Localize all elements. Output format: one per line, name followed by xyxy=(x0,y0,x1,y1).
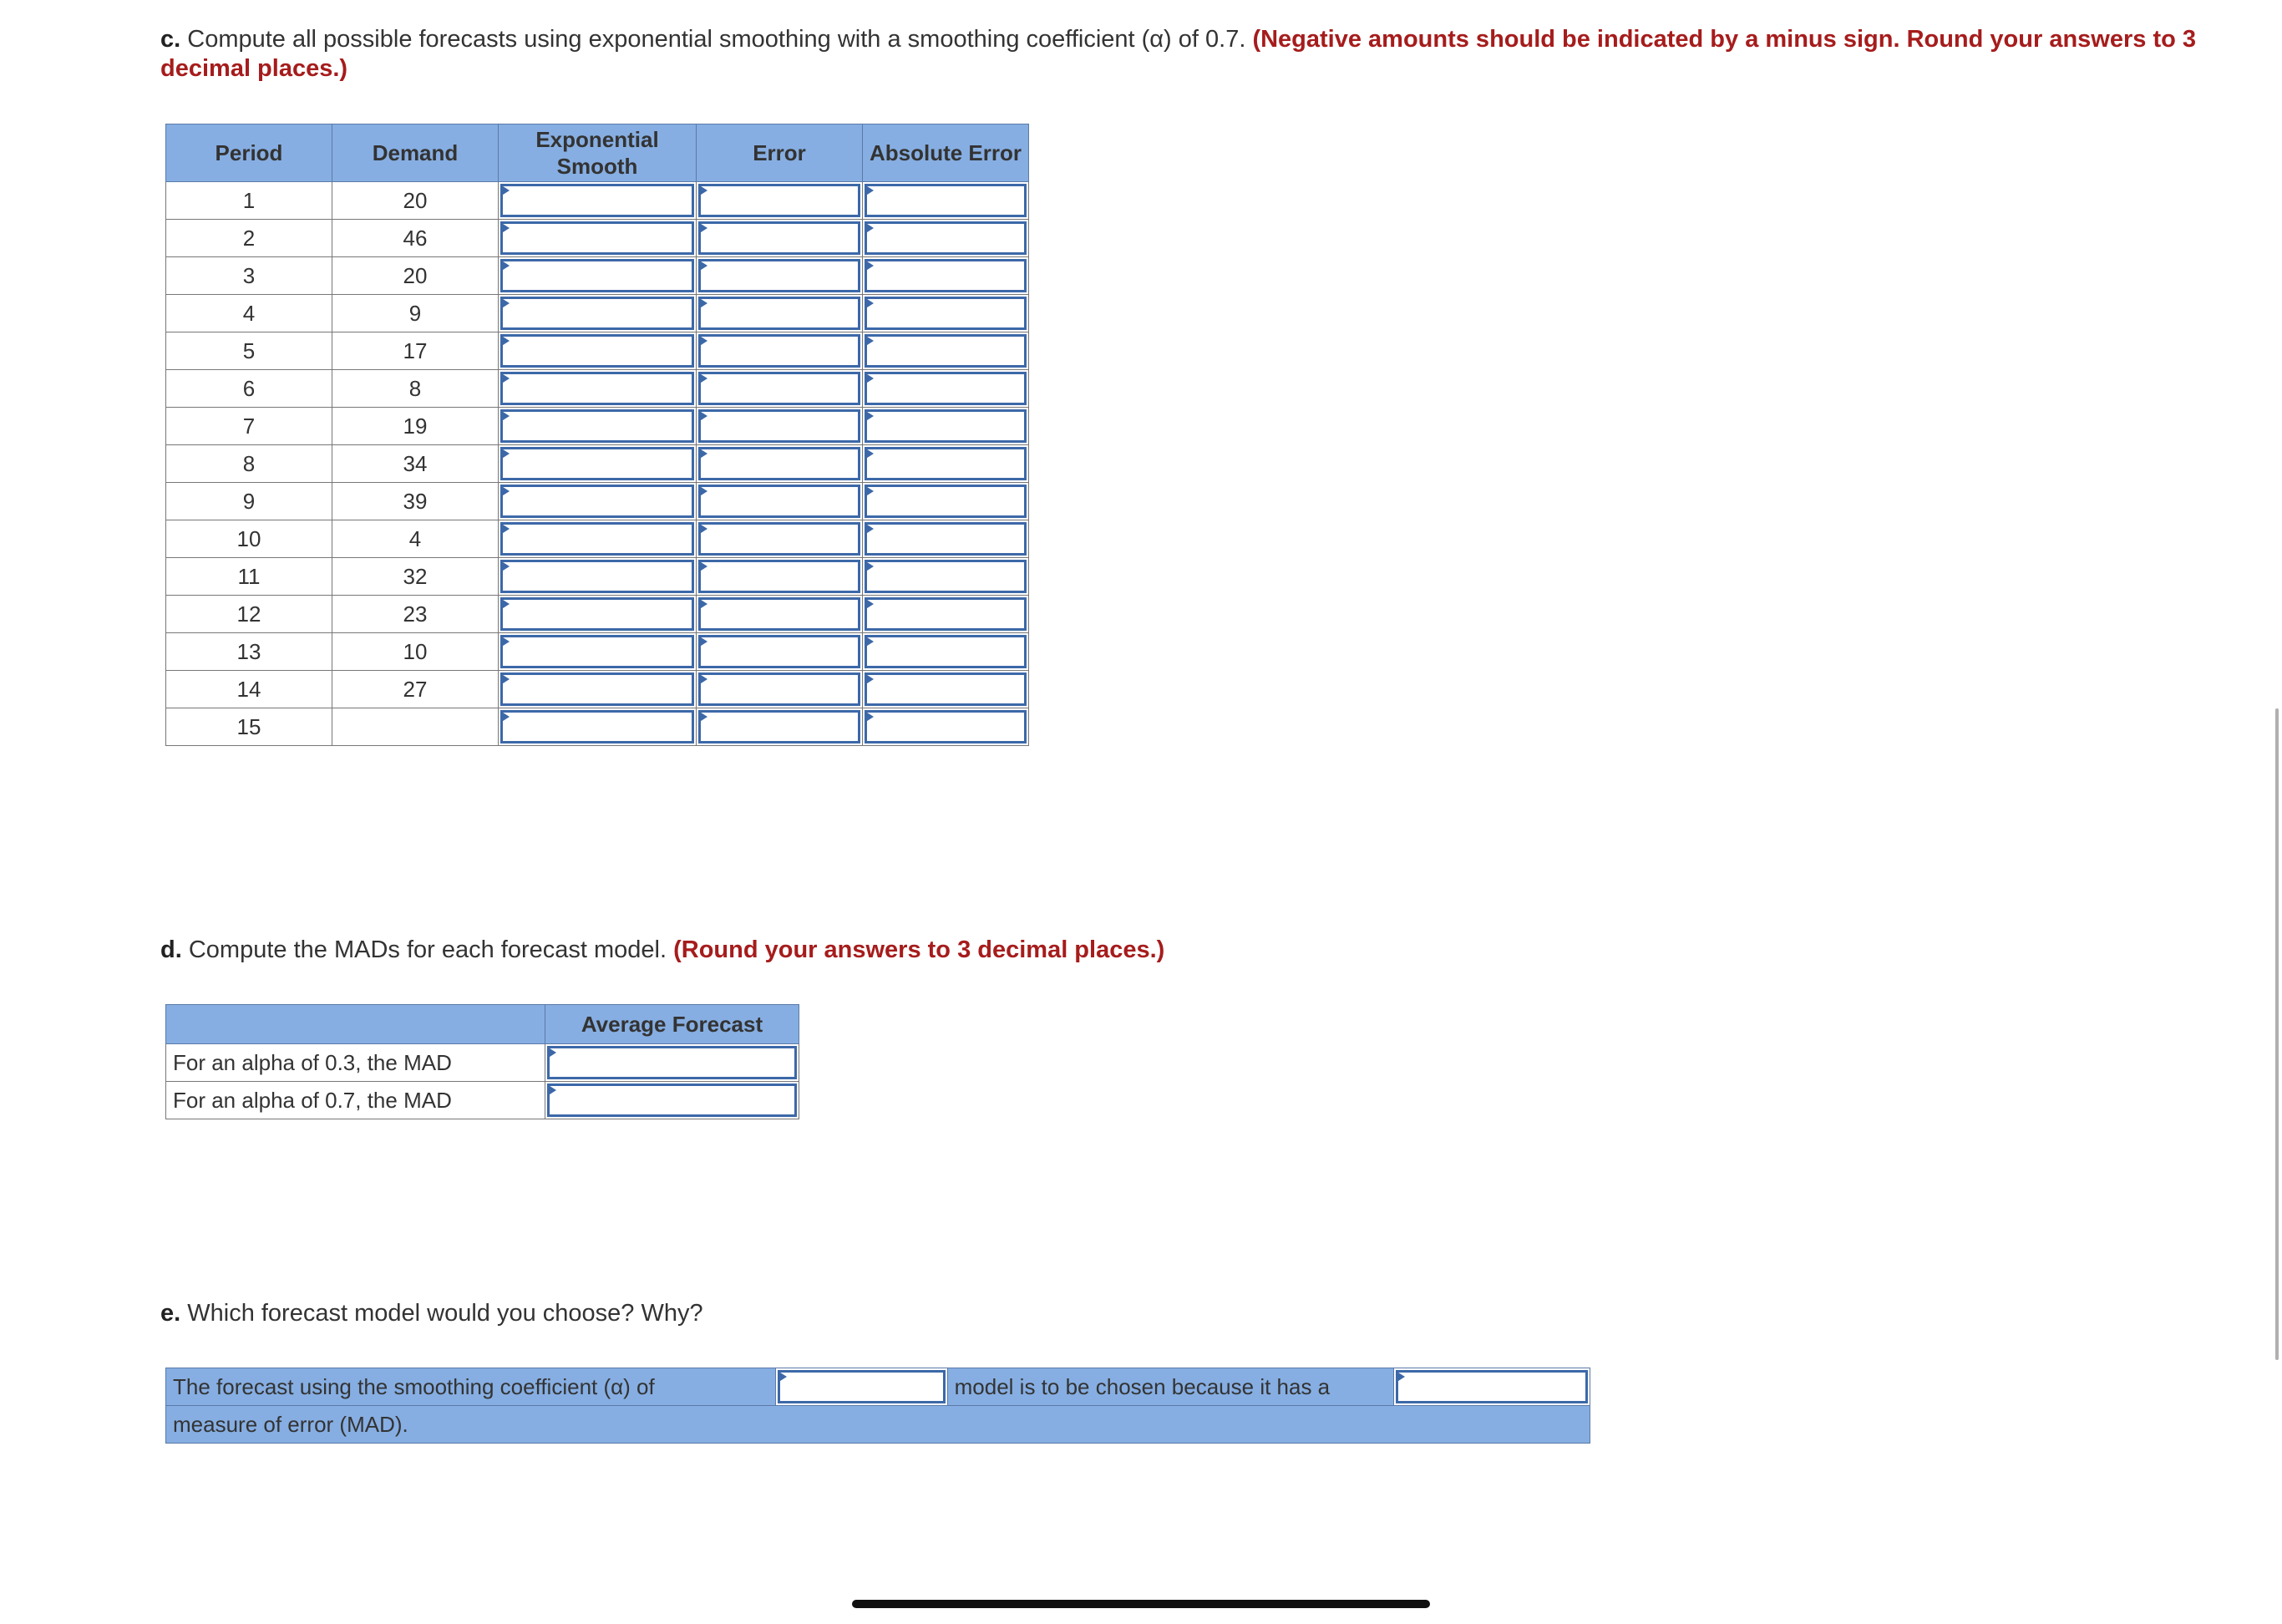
dropdown-indicator-icon xyxy=(500,448,510,459)
question-d xyxy=(160,936,1164,965)
table-row xyxy=(166,295,1029,332)
period-cell: 10 xyxy=(166,520,332,558)
mad-row xyxy=(166,1082,799,1119)
table-row xyxy=(166,671,1029,708)
table-row xyxy=(166,332,1029,370)
mad-input-alpha-0.7[interactable] xyxy=(545,1082,799,1119)
absolute-error-input[interactable] xyxy=(863,520,1029,558)
dropdown-indicator-icon xyxy=(698,561,707,572)
error-input[interactable] xyxy=(697,671,863,708)
demand-cell: 39 xyxy=(332,483,499,520)
dropdown-indicator-icon xyxy=(1396,1371,1405,1383)
question-e-text: Which forecast model would you choose? Why? xyxy=(180,1300,703,1327)
absolute-error-input[interactable] xyxy=(863,220,1029,257)
dropdown-indicator-icon xyxy=(698,636,707,647)
dropdown-indicator-icon xyxy=(865,561,874,572)
error-input[interactable] xyxy=(697,596,863,633)
alpha-choice-dropdown[interactable] xyxy=(776,1368,947,1406)
exponential-smooth-input[interactable] xyxy=(499,220,697,257)
header-exponential-smooth: Exponential Smooth xyxy=(499,124,697,182)
exponential-smooth-input[interactable] xyxy=(499,520,697,558)
absolute-error-input[interactable] xyxy=(863,558,1029,596)
dropdown-indicator-icon xyxy=(865,185,874,196)
dropdown-indicator-icon xyxy=(547,1084,556,1096)
dropdown-indicator-icon xyxy=(865,485,874,497)
mad-header-row xyxy=(166,1005,799,1044)
period-cell: 9 xyxy=(166,483,332,520)
demand-cell: 20 xyxy=(332,182,499,220)
table-row xyxy=(166,558,1029,596)
table-row xyxy=(166,708,1029,746)
demand-cell: 9 xyxy=(332,295,499,332)
dropdown-indicator-icon xyxy=(778,1371,787,1383)
table-row xyxy=(166,520,1029,558)
demand-cell: 32 xyxy=(332,558,499,596)
model-choice-text-3: measure of error (MAD). xyxy=(166,1406,1590,1444)
vertical-scrollbar[interactable] xyxy=(2275,708,2279,1360)
exponential-smooth-input[interactable] xyxy=(499,633,697,671)
exponential-smooth-input[interactable] xyxy=(499,370,697,408)
dropdown-indicator-icon xyxy=(865,636,874,647)
error-input[interactable] xyxy=(697,558,863,596)
exponential-smooth-input[interactable] xyxy=(499,408,697,445)
dropdown-indicator-icon xyxy=(698,260,707,272)
mad-header-blank xyxy=(166,1005,545,1044)
dropdown-indicator-icon xyxy=(698,222,707,234)
absolute-error-input[interactable] xyxy=(863,182,1029,220)
question-c-text: Compute all possible forecasts using exponential smoothing with a smoothing coefficient (α) of 0.7. xyxy=(180,26,1253,53)
dropdown-indicator-icon xyxy=(698,673,707,685)
exponential-smooth-input[interactable] xyxy=(499,483,697,520)
absolute-error-input[interactable] xyxy=(863,596,1029,633)
dropdown-indicator-icon xyxy=(500,222,510,234)
dropdown-indicator-icon xyxy=(698,448,707,459)
period-cell: 13 xyxy=(166,633,332,671)
table-row xyxy=(166,370,1029,408)
dropdown-indicator-icon xyxy=(698,523,707,535)
demand-cell: 27 xyxy=(332,671,499,708)
exponential-smooth-input[interactable] xyxy=(499,558,697,596)
demand-cell: 20 xyxy=(332,257,499,295)
demand-cell: 10 xyxy=(332,633,499,671)
dropdown-indicator-icon xyxy=(500,185,510,196)
dropdown-indicator-icon xyxy=(865,335,874,347)
dropdown-indicator-icon xyxy=(500,636,510,647)
period-cell: 7 xyxy=(166,408,332,445)
dropdown-indicator-icon xyxy=(865,523,874,535)
mad-input-alpha-0.3[interactable] xyxy=(545,1044,799,1082)
question-e xyxy=(160,1299,703,1328)
exponential-smooth-input[interactable] xyxy=(499,708,697,746)
dropdown-indicator-icon xyxy=(500,260,510,272)
table-row xyxy=(166,408,1029,445)
mad-header-average-forecast: Average Forecast xyxy=(545,1005,799,1044)
absolute-error-input[interactable] xyxy=(863,257,1029,295)
question-d-text: Compute the MADs for each forecast model. xyxy=(181,936,674,963)
demand-cell: 19 xyxy=(332,408,499,445)
question-c-instruction: (Negative amounts should be indicated by a minus sign. Round your answers to 3 decimal places.) xyxy=(160,26,2197,82)
model-choice-text-1: The forecast using the smoothing coefficient (α) of xyxy=(166,1368,776,1406)
demand-cell: 34 xyxy=(332,445,499,483)
error-input[interactable] xyxy=(697,633,863,671)
mad-row xyxy=(166,1044,799,1082)
question-c-letter: c. xyxy=(160,26,181,53)
exponential-smooth-input[interactable] xyxy=(499,295,697,332)
model-choice-row xyxy=(166,1368,1590,1406)
dropdown-indicator-icon xyxy=(865,598,874,610)
error-input[interactable] xyxy=(697,708,863,746)
table-row xyxy=(166,483,1029,520)
dropdown-indicator-icon xyxy=(500,485,510,497)
period-cell: 2 xyxy=(166,220,332,257)
mad-row-label: For an alpha of 0.3, the MAD xyxy=(166,1044,545,1082)
dropdown-indicator-icon xyxy=(865,448,874,459)
mad-table xyxy=(165,1004,799,1119)
demand-cell: 4 xyxy=(332,520,499,558)
dropdown-indicator-icon xyxy=(865,260,874,272)
dropdown-indicator-icon xyxy=(698,485,707,497)
error-input[interactable] xyxy=(697,370,863,408)
error-input[interactable] xyxy=(697,295,863,332)
demand-cell: 17 xyxy=(332,332,499,370)
dropdown-indicator-icon xyxy=(547,1047,556,1058)
demand-cell xyxy=(332,708,499,746)
period-cell: 8 xyxy=(166,445,332,483)
absolute-error-input[interactable] xyxy=(863,408,1029,445)
table-row xyxy=(166,633,1029,671)
error-input[interactable] xyxy=(697,445,863,483)
dropdown-indicator-icon xyxy=(500,373,510,384)
dropdown-indicator-icon xyxy=(698,598,707,610)
absolute-error-input[interactable] xyxy=(863,483,1029,520)
header-period: Period xyxy=(166,124,332,182)
dropdown-indicator-icon xyxy=(698,185,707,196)
question-c xyxy=(160,25,2249,84)
period-cell: 1 xyxy=(166,182,332,220)
dropdown-indicator-icon xyxy=(500,410,510,422)
table-row xyxy=(166,220,1029,257)
header-error: Error xyxy=(697,124,863,182)
dropdown-indicator-icon xyxy=(698,335,707,347)
period-cell: 14 xyxy=(166,671,332,708)
absolute-error-input[interactable] xyxy=(863,633,1029,671)
period-cell: 11 xyxy=(166,558,332,596)
period-cell: 15 xyxy=(166,708,332,746)
model-choice-row xyxy=(166,1406,1590,1444)
dropdown-indicator-icon xyxy=(698,373,707,384)
exponential-smooth-input[interactable] xyxy=(499,445,697,483)
dropdown-indicator-icon xyxy=(500,335,510,347)
absolute-error-input[interactable] xyxy=(863,445,1029,483)
question-d-instruction: (Round your answers to 3 decimal places.) xyxy=(673,936,1165,963)
model-choice-text-2: model is to be chosen because it has a xyxy=(947,1368,1393,1406)
dropdown-indicator-icon xyxy=(698,410,707,422)
table-row xyxy=(166,257,1029,295)
absolute-error-input[interactable] xyxy=(863,708,1029,746)
dropdown-indicator-icon xyxy=(698,297,707,309)
error-input[interactable] xyxy=(697,483,863,520)
period-cell: 5 xyxy=(166,332,332,370)
dropdown-indicator-icon xyxy=(500,711,510,723)
dropdown-indicator-icon xyxy=(865,711,874,723)
dropdown-indicator-icon xyxy=(500,523,510,535)
question-d-letter: d. xyxy=(160,936,182,963)
dropdown-indicator-icon xyxy=(500,297,510,309)
table-row xyxy=(166,596,1029,633)
demand-cell: 46 xyxy=(332,220,499,257)
absolute-error-input[interactable] xyxy=(863,671,1029,708)
model-choice-table xyxy=(165,1368,1590,1444)
absolute-error-input[interactable] xyxy=(863,370,1029,408)
period-cell: 3 xyxy=(166,257,332,295)
table-row xyxy=(166,445,1029,483)
header-absolute-error: Absolute Error xyxy=(863,124,1029,182)
exponential-smooth-input[interactable] xyxy=(499,257,697,295)
error-input[interactable] xyxy=(697,332,863,370)
exponential-smooth-input[interactable] xyxy=(499,182,697,220)
dropdown-indicator-icon xyxy=(865,222,874,234)
period-cell: 4 xyxy=(166,295,332,332)
error-input[interactable] xyxy=(697,520,863,558)
dropdown-indicator-icon xyxy=(500,561,510,572)
period-cell: 6 xyxy=(166,370,332,408)
dropdown-indicator-icon xyxy=(865,373,874,384)
absolute-error-input[interactable] xyxy=(863,295,1029,332)
table-row xyxy=(166,182,1029,220)
exponential-smoothing-table xyxy=(165,124,1029,746)
home-indicator[interactable] xyxy=(852,1600,1430,1608)
dropdown-indicator-icon xyxy=(865,297,874,309)
demand-cell: 23 xyxy=(332,596,499,633)
table-header-row xyxy=(166,124,1029,182)
period-cell: 12 xyxy=(166,596,332,633)
mad-row-label: For an alpha of 0.7, the MAD xyxy=(166,1082,545,1119)
error-measure-dropdown[interactable] xyxy=(1393,1368,1590,1406)
exponential-smooth-input[interactable] xyxy=(499,671,697,708)
error-input[interactable] xyxy=(697,182,863,220)
exponential-smooth-input[interactable] xyxy=(499,596,697,633)
dropdown-indicator-icon xyxy=(865,673,874,685)
dropdown-indicator-icon xyxy=(500,673,510,685)
header-demand: Demand xyxy=(332,124,499,182)
dropdown-indicator-icon xyxy=(698,711,707,723)
error-input[interactable] xyxy=(697,220,863,257)
exponential-smooth-input[interactable] xyxy=(499,332,697,370)
error-input[interactable] xyxy=(697,408,863,445)
dropdown-indicator-icon xyxy=(865,410,874,422)
error-input[interactable] xyxy=(697,257,863,295)
dropdown-indicator-icon xyxy=(500,598,510,610)
absolute-error-input[interactable] xyxy=(863,332,1029,370)
demand-cell: 8 xyxy=(332,370,499,408)
question-e-letter: e. xyxy=(160,1300,181,1327)
